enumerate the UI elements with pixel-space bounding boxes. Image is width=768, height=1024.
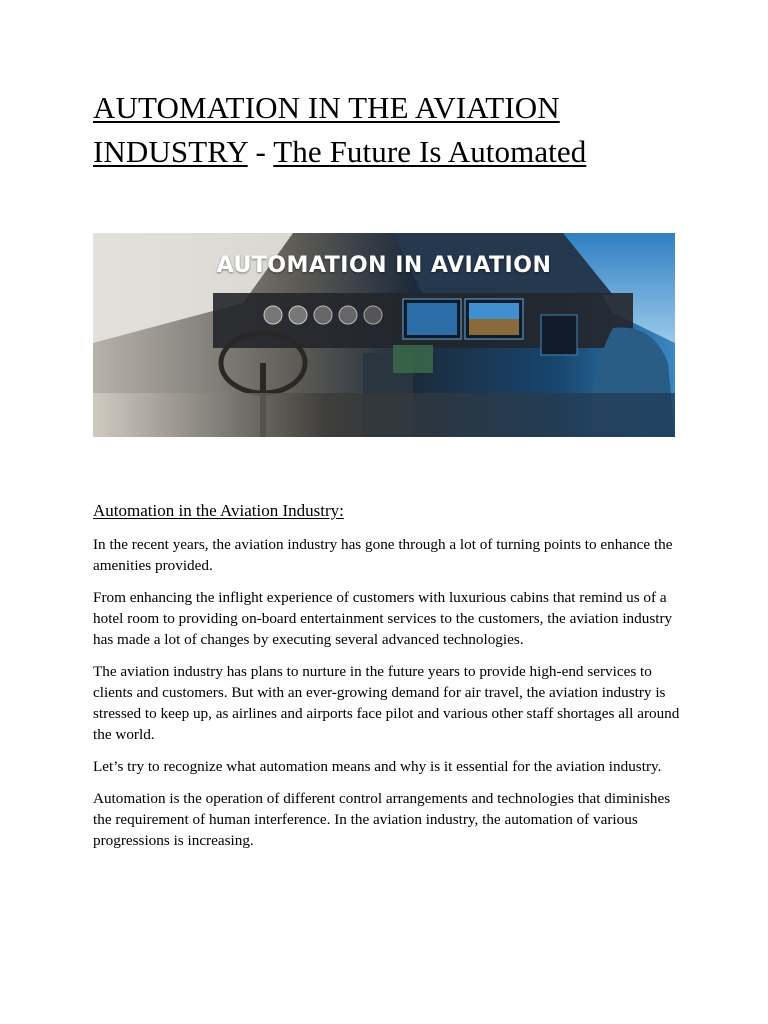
banner-image (93, 233, 675, 437)
body-text (93, 534, 683, 862)
section-heading: Automation in the Aviation Industry: (93, 501, 344, 520)
paragraph-5: Automation is the operation of different control arrangements and technologies that diminishes the requirement of human interference. In the aviation industry, the automation of various progressions is increasing. (93, 790, 671, 849)
document-title (93, 86, 693, 174)
paragraph-3: The aviation industry has plans to nurture in the future years to provide high-end services to clients and customers. But with an ever-growing demand for air travel, the aviation industry is stressed to keep up, as airlines and airports face pilot and various other staff shortages all around the world. (93, 663, 680, 743)
title-separator: - (247, 134, 274, 169)
paragraph-4: Let’s try to recognize what automation means and why is it essential for the aviation industry. (93, 758, 662, 775)
paragraph-1: In the recent years, the aviation industry has gone through a lot of turning points to enhance the amenities provided. (93, 536, 673, 574)
paragraph-2: From enhancing the inflight experience of customers with luxurious cabins that remind us of a hotel room to providing on-board entertainment services to the customers, the aviation industry has made a lot of changes by executing several advanced technologies. (93, 589, 673, 648)
title-part-1: AUTOMATION IN THE AVIATION INDUSTRY (93, 90, 560, 169)
title-part-2: The Future Is Automated (273, 134, 587, 169)
banner-title: AUTOMATION IN AVIATION (216, 253, 552, 278)
